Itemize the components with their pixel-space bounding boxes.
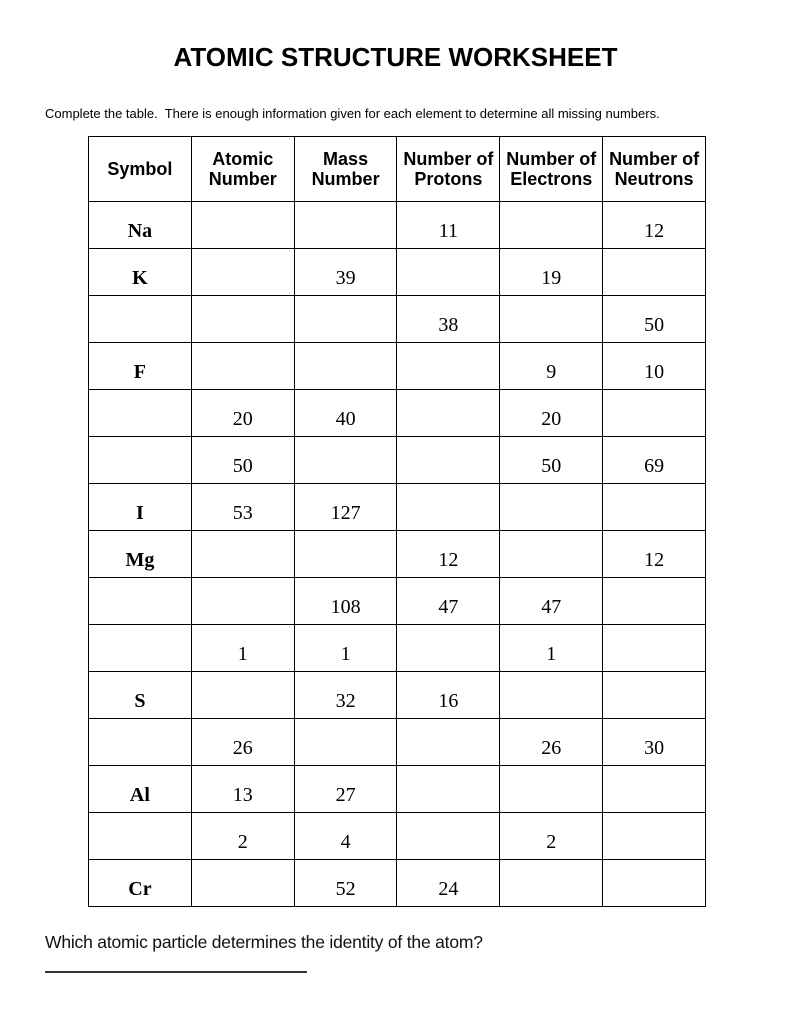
table-head bbox=[89, 137, 706, 202]
table-cell: 50 bbox=[191, 437, 294, 484]
table-row bbox=[89, 625, 706, 672]
symbol-cell bbox=[89, 390, 192, 437]
table-cell: 24 bbox=[397, 860, 500, 907]
table-header-cell: Atomic Number bbox=[191, 137, 294, 202]
table-cell bbox=[294, 531, 397, 578]
table-cell: 16 bbox=[397, 672, 500, 719]
table-cell bbox=[500, 766, 603, 813]
symbol-cell: Mg bbox=[89, 531, 192, 578]
table-cell bbox=[500, 672, 603, 719]
table-cell bbox=[397, 437, 500, 484]
table-cell: 1 bbox=[191, 625, 294, 672]
table-cell: 38 bbox=[397, 296, 500, 343]
table-cell: 9 bbox=[500, 343, 603, 390]
question-text: Which atomic particle determines the identity of the atom? bbox=[45, 932, 483, 952]
table-cell bbox=[603, 860, 706, 907]
symbol-cell: Al bbox=[89, 766, 192, 813]
table-row bbox=[89, 813, 706, 860]
table-row bbox=[89, 202, 706, 249]
table-row bbox=[89, 437, 706, 484]
symbol-cell: Na bbox=[89, 202, 192, 249]
table-cell bbox=[397, 390, 500, 437]
table-cell bbox=[603, 390, 706, 437]
table-cell bbox=[397, 766, 500, 813]
table-cell bbox=[603, 766, 706, 813]
table-header-cell: Number of Electrons bbox=[500, 137, 603, 202]
table-row bbox=[89, 860, 706, 907]
table-row bbox=[89, 390, 706, 437]
table-cell: 19 bbox=[500, 249, 603, 296]
symbol-cell: Cr bbox=[89, 860, 192, 907]
symbol-cell: K bbox=[89, 249, 192, 296]
table-cell: 1 bbox=[294, 625, 397, 672]
table-cell bbox=[191, 578, 294, 625]
table-cell: 39 bbox=[294, 249, 397, 296]
instruction-text: Complete the table. There is enough information given for each element to determine all missing numbers. bbox=[45, 106, 660, 121]
table-row bbox=[89, 766, 706, 813]
table-cell bbox=[191, 343, 294, 390]
table-cell bbox=[397, 249, 500, 296]
table-cell bbox=[191, 531, 294, 578]
table-cell: 2 bbox=[191, 813, 294, 860]
table-header-cell: Number of Protons bbox=[397, 137, 500, 202]
table-cell: 50 bbox=[603, 296, 706, 343]
table-cell bbox=[294, 719, 397, 766]
table-cell bbox=[191, 296, 294, 343]
symbol-cell: S bbox=[89, 672, 192, 719]
table-cell bbox=[500, 484, 603, 531]
table-cell bbox=[191, 672, 294, 719]
table-header-cell: Number of Neutrons bbox=[603, 137, 706, 202]
table-cell: 47 bbox=[397, 578, 500, 625]
table-header-row bbox=[89, 137, 706, 202]
page-title: ATOMIC STRUCTURE WORKSHEET bbox=[173, 42, 618, 72]
table-body bbox=[89, 202, 706, 907]
symbol-cell bbox=[89, 296, 192, 343]
table-cell: 12 bbox=[397, 531, 500, 578]
table-cell bbox=[397, 484, 500, 531]
table-cell bbox=[603, 249, 706, 296]
table-cell: 4 bbox=[294, 813, 397, 860]
symbol-cell bbox=[89, 578, 192, 625]
table-cell bbox=[603, 578, 706, 625]
answer-blank-line bbox=[45, 971, 307, 973]
table-row bbox=[89, 672, 706, 719]
table-cell bbox=[294, 202, 397, 249]
table-cell: 13 bbox=[191, 766, 294, 813]
table-cell: 127 bbox=[294, 484, 397, 531]
table-cell: 11 bbox=[397, 202, 500, 249]
table-cell bbox=[397, 813, 500, 860]
table-row bbox=[89, 296, 706, 343]
table-cell bbox=[500, 296, 603, 343]
symbol-cell: I bbox=[89, 484, 192, 531]
table-cell: 12 bbox=[603, 531, 706, 578]
table-cell: 20 bbox=[191, 390, 294, 437]
table-cell: 12 bbox=[603, 202, 706, 249]
table-cell bbox=[191, 249, 294, 296]
table-cell bbox=[294, 296, 397, 343]
table-cell: 10 bbox=[603, 343, 706, 390]
table-cell bbox=[191, 860, 294, 907]
symbol-cell bbox=[89, 719, 192, 766]
table-cell bbox=[603, 625, 706, 672]
symbol-cell bbox=[89, 813, 192, 860]
table-cell: 108 bbox=[294, 578, 397, 625]
table-cell: 30 bbox=[603, 719, 706, 766]
table-cell: 52 bbox=[294, 860, 397, 907]
table-cell: 40 bbox=[294, 390, 397, 437]
table-row bbox=[89, 249, 706, 296]
table-cell: 47 bbox=[500, 578, 603, 625]
table-row bbox=[89, 484, 706, 531]
table-cell bbox=[603, 672, 706, 719]
table-cell bbox=[500, 860, 603, 907]
table-header-cell: Symbol bbox=[89, 137, 192, 202]
table-row bbox=[89, 578, 706, 625]
table-cell: 1 bbox=[500, 625, 603, 672]
table-cell bbox=[397, 625, 500, 672]
table-cell: 69 bbox=[603, 437, 706, 484]
table-row bbox=[89, 343, 706, 390]
table-cell: 26 bbox=[500, 719, 603, 766]
table-cell bbox=[397, 343, 500, 390]
table-cell bbox=[500, 531, 603, 578]
table-cell: 32 bbox=[294, 672, 397, 719]
table-cell: 2 bbox=[500, 813, 603, 860]
symbol-cell: F bbox=[89, 343, 192, 390]
table-cell bbox=[603, 813, 706, 860]
table-cell bbox=[500, 202, 603, 249]
table-cell: 20 bbox=[500, 390, 603, 437]
table-cell bbox=[397, 719, 500, 766]
worksheet-table bbox=[88, 136, 706, 907]
table-cell bbox=[294, 437, 397, 484]
symbol-cell bbox=[89, 625, 192, 672]
table-cell: 50 bbox=[500, 437, 603, 484]
table-cell bbox=[191, 202, 294, 249]
table-cell bbox=[294, 343, 397, 390]
table-header-cell: Mass Number bbox=[294, 137, 397, 202]
table-cell: 53 bbox=[191, 484, 294, 531]
symbol-cell bbox=[89, 437, 192, 484]
table-cell: 27 bbox=[294, 766, 397, 813]
table-cell: 26 bbox=[191, 719, 294, 766]
table-cell bbox=[603, 484, 706, 531]
table-row bbox=[89, 531, 706, 578]
table-row bbox=[89, 719, 706, 766]
